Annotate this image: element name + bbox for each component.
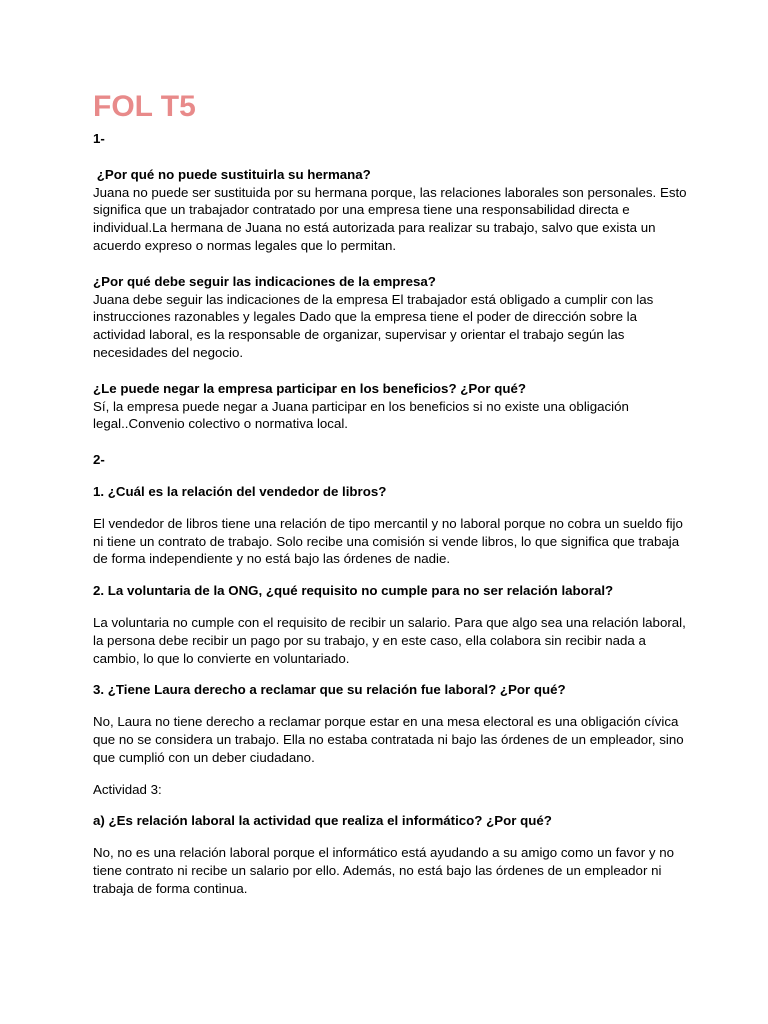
document-page [93,88,693,898]
section-1-answer-2: Juana debe seguir las indicaciones de la empresa El trabajador está obligado a cumplir con las instrucciones razonables y legales Dado que la empresa tiene el poder de dirección sobre la actividad laboral, es la responsable de organizar, supervisar y orientar el trabajo según las necesidades del negocio. [93,291,657,360]
section-1-question-1: ¿Por qué no puede sustituirla su hermana? [93,166,371,182]
section-2-answer-1: El vendedor de libros tiene una relación de tipo mercantil y no laboral porque no cobra un sueldo fijo ni tiene un contrato de trabajo. Solo recibe una comisión si vende libros, lo que significa que trabaja de forma independiente y no está bajo las órdenes de nadie. [93,515,687,567]
section-1-answer-1: Juana no puede ser sustituida por su hermana porque, las relaciones laborales son personales. Esto significa que un trabajador contratado por una empresa tiene una responsabilidad directa e individual.La hermana de Juana no está autorizada para realizar su trabajo, salvo que exista un acuerdo expreso o normas legales que lo permitan. [93,184,691,253]
document-title: FOL T5 [93,90,196,123]
section-2-heading: 2- [93,452,105,468]
section-1-heading: 1- [93,131,105,146]
section-3-answer-1: No, no es una relación laboral porque el informático está ayudando a su amigo como un favor y no tiene contrato ni recibe un salario por ello. Además, no está bajo las órdenes de un empleador ni trabaja de forma continua. [93,845,678,896]
section-2-question-3: 3. ¿Tiene Laura derecho a reclamar que su relación fue laboral? ¿Por qué? [93,682,566,698]
section-2-question-1: 1. ¿Cuál es la relación del vendedor de libros? [93,483,387,499]
section-3-question-1: a) ¿Es relación laboral la actividad que realiza el informático? ¿Por qué? [93,813,552,829]
section-2-answer-2: La voluntaria no cumple con el requisito de recibir un salario. Para que algo sea una relación laboral, la persona debe recibir un pago por su trabajo, y en este caso, ella colabora sin recibir nada a cambio, lo que lo convierte en voluntariado. [93,614,690,666]
section-1-question-3: ¿Le puede negar la empresa participar en los beneficios? ¿Por qué? [93,380,526,396]
section-2-answer-3: No, Laura no tiene derecho a reclamar porque estar en una mesa electoral es una obligación cívica que no se considera un trabajo. Ella no estaba contratada ni bajo las órdenes de un empleador, sino que cumplió con un deber ciudadano. [93,714,688,765]
section-1-question-2: ¿Por qué debe seguir las indicaciones de la empresa? [93,273,436,289]
section-2-question-2: 2. La voluntaria de la ONG, ¿qué requisito no cumple para no ser relación laboral? [93,583,614,599]
section-3-heading: Actividad 3: [93,781,162,797]
section-1-answer-3: Sí, la empresa puede negar a Juana participar en los beneficios si no existe una obligación legal..Convenio colectivo o normativa local. [93,398,633,432]
